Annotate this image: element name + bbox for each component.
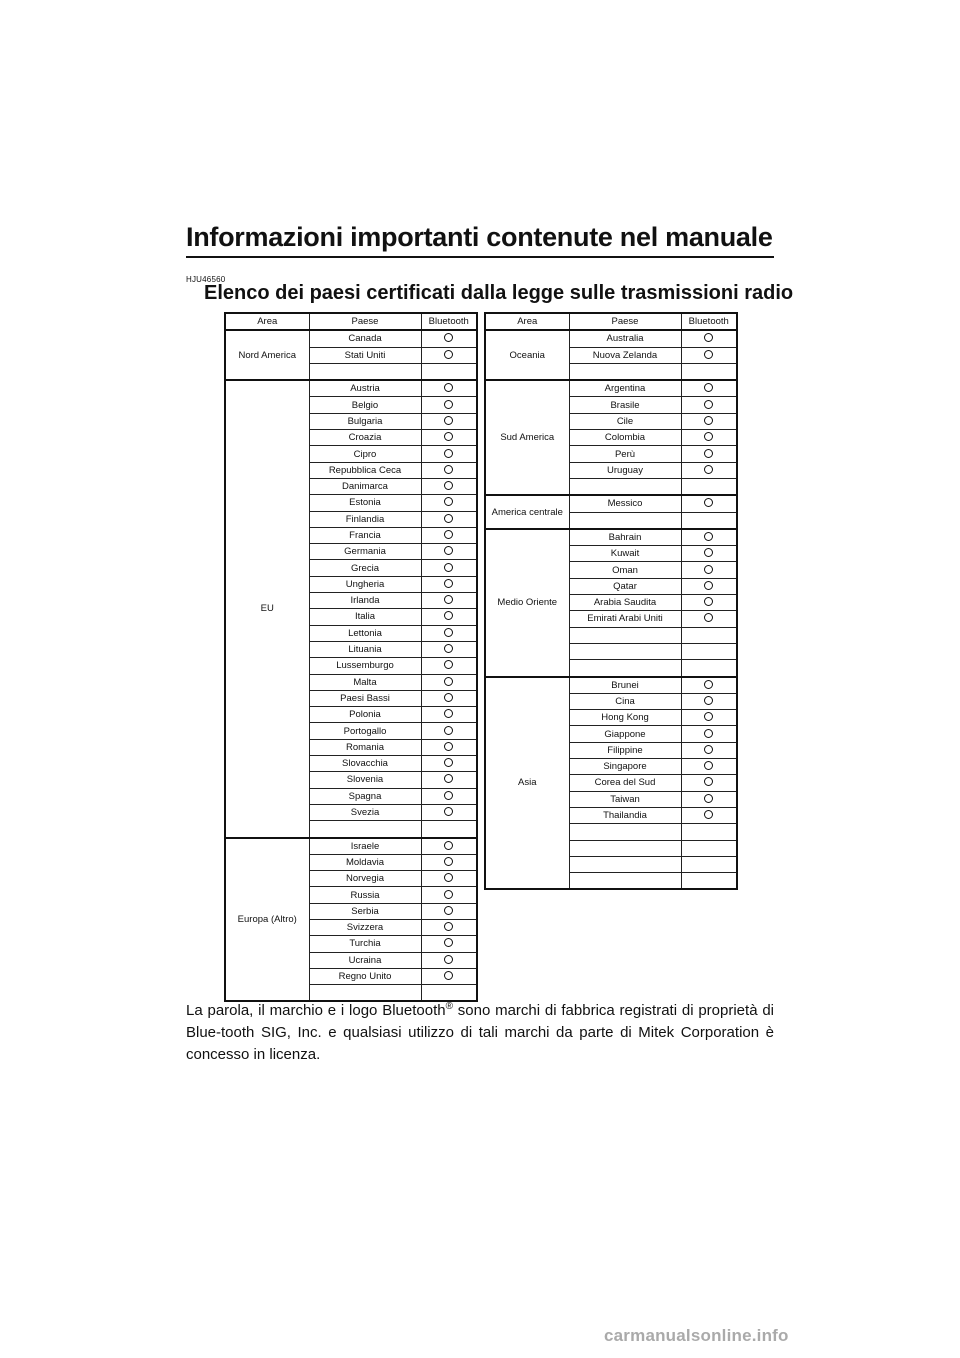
country-cell: Romania <box>309 739 421 755</box>
country-cell: Israele <box>309 838 421 855</box>
country-cell: Lituania <box>309 641 421 657</box>
certified-circle-icon <box>704 712 713 721</box>
certified-circle-icon <box>444 906 453 915</box>
country-cell: Cipro <box>309 446 421 462</box>
bluetooth-cell <box>421 347 477 363</box>
certified-circle-icon <box>444 774 453 783</box>
bluetooth-cell <box>421 854 477 870</box>
notice-text-start: La parola, il marchio e i logo Bluetooth <box>186 1002 446 1019</box>
area-cell: Oceania <box>485 330 569 380</box>
certified-circle-icon <box>444 579 453 588</box>
certified-circle-icon <box>444 432 453 441</box>
country-cell: Repubblica Ceca <box>309 462 421 478</box>
country-cell: Spagna <box>309 788 421 804</box>
table-row <box>225 330 477 347</box>
bluetooth-cell <box>421 838 477 855</box>
country-cell: Emirati Arabi Uniti <box>569 611 681 627</box>
bluetooth-cell <box>681 677 737 694</box>
bluetooth-cell <box>421 363 477 380</box>
country-cell: Lussemburgo <box>309 658 421 674</box>
registered-mark: ® <box>445 1001 453 1012</box>
certified-circle-icon <box>704 383 713 392</box>
area-cell: Medio Oriente <box>485 529 569 677</box>
certified-circle-icon <box>444 807 453 816</box>
certified-circle-icon <box>704 465 713 474</box>
country-cell <box>569 840 681 856</box>
header-country: Paese <box>569 313 681 330</box>
bluetooth-cell <box>681 693 737 709</box>
bluetooth-cell <box>681 742 737 758</box>
certified-circle-icon <box>704 350 713 359</box>
bluetooth-cell <box>681 446 737 462</box>
section-code: HJU46560 <box>186 275 226 284</box>
bluetooth-cell <box>681 462 737 478</box>
area-cell: America centrale <box>485 495 569 529</box>
bluetooth-cell <box>421 560 477 576</box>
certified-circle-icon <box>444 449 453 458</box>
bluetooth-cell <box>421 936 477 952</box>
area-cell: Sud America <box>485 380 569 495</box>
country-cell: Argentina <box>569 380 681 397</box>
certified-circle-icon <box>704 777 713 786</box>
certified-circle-icon <box>704 548 713 557</box>
bluetooth-cell <box>681 643 737 659</box>
bluetooth-cell <box>681 347 737 363</box>
section-heading: Elenco dei paesi certificati dalla legge sulle trasmissioni radio <box>204 282 794 304</box>
country-cell: Malta <box>309 674 421 690</box>
country-cell: Francia <box>309 527 421 543</box>
certified-circle-icon <box>444 497 453 506</box>
country-cell <box>569 363 681 380</box>
certified-circle-icon <box>704 680 713 689</box>
bluetooth-cell <box>421 674 477 690</box>
table-row <box>225 838 477 855</box>
bluetooth-cell <box>681 578 737 594</box>
notice-text-end: sono marchi di fabbrica registrati di proprietà di Blue-tooth SIG, Inc. e qualsiasi utilizzo di tali marchi da parte di Mitek Corporation è concesso in licenza. <box>186 1002 775 1063</box>
header-bluetooth: Bluetooth <box>681 313 737 330</box>
country-cell: Germania <box>309 544 421 560</box>
certified-circle-icon <box>444 791 453 800</box>
country-cell: Bulgaria <box>309 413 421 429</box>
area-group <box>225 330 477 380</box>
certified-circle-icon <box>704 532 713 541</box>
bluetooth-cell <box>681 856 737 872</box>
country-cell: Regno Unito <box>309 968 421 984</box>
country-cell: Giappone <box>569 726 681 742</box>
bluetooth-cell <box>681 726 737 742</box>
area-cell: Nord America <box>225 330 309 380</box>
country-cell: Austria <box>309 380 421 397</box>
certified-circle-icon <box>444 644 453 653</box>
bluetooth-cell <box>421 380 477 397</box>
bluetooth-cell <box>421 919 477 935</box>
bluetooth-cell <box>421 772 477 788</box>
country-cell: Lettonia <box>309 625 421 641</box>
country-cell: Svezia <box>309 804 421 820</box>
certified-circle-icon <box>444 677 453 686</box>
country-cell: Oman <box>569 562 681 578</box>
bluetooth-cell <box>421 739 477 755</box>
certified-circle-icon <box>704 333 713 342</box>
bluetooth-cell <box>421 330 477 347</box>
country-cell: Taiwan <box>569 791 681 807</box>
bluetooth-cell <box>421 495 477 511</box>
bluetooth-cell <box>681 478 737 495</box>
country-cell: Russia <box>309 887 421 903</box>
country-cell: Grecia <box>309 560 421 576</box>
country-cell: Filippine <box>569 742 681 758</box>
bluetooth-cell <box>421 609 477 625</box>
country-cell: Slovacchia <box>309 756 421 772</box>
bluetooth-cell <box>421 397 477 413</box>
country-cell: Australia <box>569 330 681 347</box>
table-row <box>485 495 737 512</box>
certified-circle-icon <box>704 432 713 441</box>
certified-countries-table-left <box>224 312 478 1002</box>
country-cell: Cile <box>569 413 681 429</box>
certified-circle-icon <box>444 758 453 767</box>
country-cell: Cina <box>569 693 681 709</box>
bluetooth-cell <box>681 775 737 791</box>
country-cell: Nuova Zelanda <box>569 347 681 363</box>
bluetooth-cell <box>421 658 477 674</box>
certified-circle-icon <box>444 873 453 882</box>
country-cell <box>569 512 681 529</box>
table-header-row <box>225 313 477 330</box>
certified-circle-icon <box>704 696 713 705</box>
country-cell: Norvegia <box>309 871 421 887</box>
table-row <box>485 529 737 546</box>
certified-circle-icon <box>444 660 453 669</box>
bluetooth-cell <box>421 707 477 723</box>
certified-circle-icon <box>444 333 453 342</box>
country-cell: Serbia <box>309 903 421 919</box>
certified-circle-icon <box>444 726 453 735</box>
bluetooth-cell <box>421 593 477 609</box>
bluetooth-cell <box>681 430 737 446</box>
certified-circle-icon <box>444 938 453 947</box>
certified-circle-icon <box>704 565 713 574</box>
certified-circle-icon <box>444 890 453 899</box>
bluetooth-cell <box>681 824 737 840</box>
certified-circle-icon <box>704 761 713 770</box>
area-cell: EU <box>225 380 309 837</box>
certified-circle-icon <box>444 611 453 620</box>
bluetooth-cell <box>681 512 737 529</box>
bluetooth-cell <box>421 968 477 984</box>
country-cell: Brunei <box>569 677 681 694</box>
country-cell <box>569 660 681 677</box>
certified-circle-icon <box>444 693 453 702</box>
country-cell: Irlanda <box>309 593 421 609</box>
bluetooth-cell <box>421 985 477 1002</box>
certified-circle-icon <box>704 794 713 803</box>
certified-circle-icon <box>444 546 453 555</box>
country-cell: Bahrain <box>569 529 681 546</box>
certified-circle-icon <box>444 841 453 850</box>
country-cell: Estonia <box>309 495 421 511</box>
bluetooth-cell <box>421 625 477 641</box>
bluetooth-cell <box>421 804 477 820</box>
bluetooth-cell <box>681 791 737 807</box>
bluetooth-cell <box>681 873 737 890</box>
bluetooth-cell <box>421 756 477 772</box>
country-cell: Stati Uniti <box>309 347 421 363</box>
country-cell: Ucraina <box>309 952 421 968</box>
certified-circle-icon <box>704 449 713 458</box>
bluetooth-cell <box>681 807 737 823</box>
bluetooth-cell <box>681 330 737 347</box>
bluetooth-cell <box>421 478 477 494</box>
bluetooth-cell <box>681 529 737 546</box>
country-cell <box>309 821 421 838</box>
bluetooth-cell <box>421 430 477 446</box>
certified-circle-icon <box>704 581 713 590</box>
certified-circle-icon <box>704 400 713 409</box>
country-cell: Italia <box>309 609 421 625</box>
certified-circle-icon <box>444 709 453 718</box>
certified-circle-icon <box>444 383 453 392</box>
certified-circle-icon <box>444 742 453 751</box>
country-cell: Corea del Sud <box>569 775 681 791</box>
country-cell: Paesi Bassi <box>309 690 421 706</box>
bluetooth-cell <box>421 821 477 838</box>
area-group <box>485 380 737 495</box>
bluetooth-cell <box>681 611 737 627</box>
title-divider <box>186 256 774 258</box>
bluetooth-cell <box>681 397 737 413</box>
bluetooth-trademark-notice <box>186 1000 774 1066</box>
bluetooth-cell <box>421 903 477 919</box>
bluetooth-cell <box>421 641 477 657</box>
country-cell <box>569 478 681 495</box>
header-area: Area <box>225 313 309 330</box>
country-cell <box>569 643 681 659</box>
country-cell: Turchia <box>309 936 421 952</box>
country-cell: Brasile <box>569 397 681 413</box>
certified-circle-icon <box>444 563 453 572</box>
header-country: Paese <box>309 313 421 330</box>
bluetooth-cell <box>421 544 477 560</box>
bluetooth-cell <box>421 446 477 462</box>
bluetooth-cell <box>421 871 477 887</box>
bluetooth-cell <box>681 546 737 562</box>
country-cell <box>569 873 681 890</box>
country-cell: Canada <box>309 330 421 347</box>
certified-circle-icon <box>444 481 453 490</box>
certified-circle-icon <box>444 514 453 523</box>
country-cell <box>309 363 421 380</box>
table-row <box>225 380 477 397</box>
certified-circle-icon <box>444 857 453 866</box>
certified-countries-table-right <box>484 312 738 890</box>
certified-circle-icon <box>704 597 713 606</box>
bluetooth-cell <box>681 413 737 429</box>
certified-circle-icon <box>444 595 453 604</box>
certified-circle-icon <box>444 971 453 980</box>
country-cell: Slovenia <box>309 772 421 788</box>
country-cell: Perù <box>569 446 681 462</box>
certified-circle-icon <box>444 955 453 964</box>
bluetooth-cell <box>681 710 737 726</box>
certified-circle-icon <box>444 400 453 409</box>
country-cell <box>569 824 681 840</box>
country-cell: Svizzera <box>309 919 421 935</box>
bluetooth-cell <box>681 759 737 775</box>
country-cell: Finlandia <box>309 511 421 527</box>
bluetooth-cell <box>681 660 737 677</box>
certified-circle-icon <box>444 465 453 474</box>
certified-circle-icon <box>704 613 713 622</box>
area-group <box>485 495 737 529</box>
certified-circle-icon <box>704 416 713 425</box>
bluetooth-cell <box>421 527 477 543</box>
country-cell: Belgio <box>309 397 421 413</box>
certified-circle-icon <box>444 416 453 425</box>
header-area: Area <box>485 313 569 330</box>
country-cell: Moldavia <box>309 854 421 870</box>
bluetooth-cell <box>421 690 477 706</box>
certified-circle-icon <box>444 530 453 539</box>
bluetooth-cell <box>421 952 477 968</box>
bluetooth-cell <box>421 887 477 903</box>
country-cell: Hong Kong <box>569 710 681 726</box>
country-cell <box>569 627 681 643</box>
bluetooth-cell <box>681 595 737 611</box>
country-cell: Croazia <box>309 430 421 446</box>
country-cell: Uruguay <box>569 462 681 478</box>
bluetooth-cell <box>681 627 737 643</box>
bluetooth-cell <box>421 462 477 478</box>
bluetooth-cell <box>681 495 737 512</box>
table-row <box>485 380 737 397</box>
area-group <box>485 330 737 380</box>
certified-circle-icon <box>444 628 453 637</box>
area-group <box>485 677 737 890</box>
certified-circle-icon <box>704 810 713 819</box>
country-cell: Singapore <box>569 759 681 775</box>
bluetooth-cell <box>681 562 737 578</box>
table-row <box>485 677 737 694</box>
country-cell: Qatar <box>569 578 681 594</box>
area-cell: Asia <box>485 677 569 890</box>
country-cell: Danimarca <box>309 478 421 494</box>
country-cell: Messico <box>569 495 681 512</box>
country-cell: Ungheria <box>309 576 421 592</box>
country-cell: Polonia <box>309 707 421 723</box>
bluetooth-cell <box>421 576 477 592</box>
area-group <box>225 838 477 1002</box>
area-cell: Europa (Altro) <box>225 838 309 1002</box>
table-header-row <box>485 313 737 330</box>
country-cell: Portogallo <box>309 723 421 739</box>
certified-circle-icon <box>444 922 453 931</box>
certified-circle-icon <box>704 745 713 754</box>
country-cell: Kuwait <box>569 546 681 562</box>
header-bluetooth: Bluetooth <box>421 313 477 330</box>
site-watermark[interactable]: carmanualsonline.info <box>604 1326 789 1345</box>
country-cell <box>309 985 421 1002</box>
certified-circle-icon <box>704 729 713 738</box>
country-cell: Colombia <box>569 430 681 446</box>
table-row <box>485 330 737 347</box>
bluetooth-cell <box>421 511 477 527</box>
area-group <box>225 380 477 837</box>
bluetooth-cell <box>681 840 737 856</box>
bluetooth-cell <box>421 723 477 739</box>
certified-circle-icon <box>444 350 453 359</box>
area-group <box>485 529 737 677</box>
bluetooth-cell <box>421 413 477 429</box>
page-title: Informazioni importanti contenute nel manuale <box>186 222 773 252</box>
bluetooth-cell <box>421 788 477 804</box>
certified-circle-icon <box>704 498 713 507</box>
bluetooth-cell <box>681 380 737 397</box>
bluetooth-cell <box>681 363 737 380</box>
country-cell: Arabia Saudita <box>569 595 681 611</box>
country-cell: Thailandia <box>569 807 681 823</box>
country-cell <box>569 856 681 872</box>
